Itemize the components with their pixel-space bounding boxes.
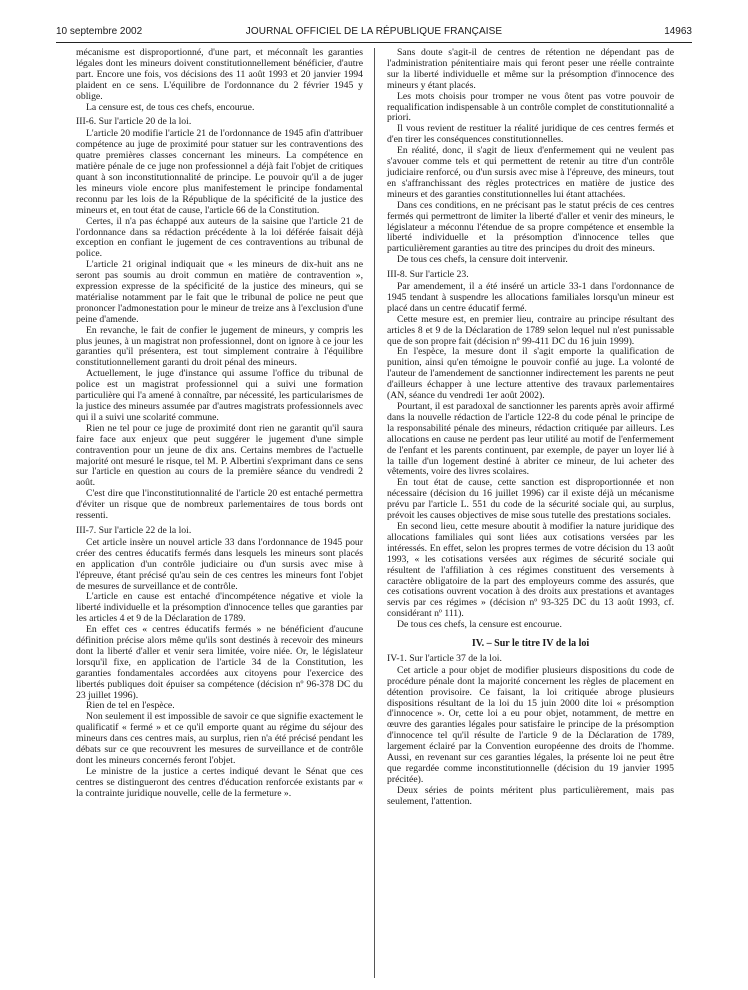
- paragraph: Deux séries de points méritent plus particulièrement, mais pas seulement, l'attention.: [387, 784, 674, 807]
- right-column: [387, 48, 674, 808]
- paragraph: En effet ces « centres éducatifs fermés » ne bénéficient d'aucune définition précise alors même qu'ils sont destinés à recevoir des mineurs dont la liberté d'aller et venir sera limitée, voire niée. Or, le législateur lorsqu'il fixe, en application de l'article 34 de la Constitution, les garanties fondamentales accordées aux citoyens pour l'exercice des libertés publiques doit épuiser sa compétence (décision nº 96-378 DC du 23 juillet 1996).: [76, 624, 363, 701]
- paragraph: Cet article a pour objet de modifier plusieurs dispositions du code de procédure pénale dont la majorité concernent les règles de placement en détention provisoire. Ce faisant, la loi critiquée abroge plusieurs dispositions résultant de la loi du 15 juin 2000 dite loi « présomption d'innocence ». Or, cette loi a eu pour objet, notamment, de mettre en œuvre des garanties légales pour satisfaire le principe de la présomption d'innocence tel qu'il résulte de l'article 9 de la Déclaration de 1789, largement éclairé par la Convention européenne des droits de l'homme. Aussi, en revenant sur ces garanties légales, la présente loi ne peut être que regardée comme inconstitutionnelle (décision du 19 janvier 1995 précitée).: [387, 664, 674, 785]
- paragraph: Certes, il n'a pas échappé aux auteurs de la saisine que l'article 21 de l'ordonnance dans sa rédaction précédente à la loi déférée faisait déjà exception en confiant le jugement de ces contraventions au tribunal de police.: [76, 215, 363, 260]
- paragraph: La censure est, de tous ces chefs, encourue.: [86, 101, 255, 113]
- page-number: 14963: [664, 26, 692, 37]
- paragraph: Les mots choisis pour tromper ne vous ôtent pas votre pouvoir de requalification indispensable à un contrôle complet de constitutionnalité a priori.: [387, 90, 674, 124]
- paragraph: En revanche, le fait de confier le jugement de mineurs, y compris les plus jeunes, à un magistrat non professionnel, dont on ignore à ce jour les garanties qu'il présentera, est tout simplement contraire à l'équilibre constitutionnellement garanti du droit pénal des mineurs.: [76, 324, 363, 369]
- paragraph: Sans doute s'agit-il de centres de rétention ne dépendant pas de l'administration pénitentiaire mais qui feront peser une réelle contrainte sur la liberté individuelle et même sur la présomption d'innocence des mineurs y étant placés.: [387, 47, 674, 91]
- paragraph: En tout état de cause, cette sanction est disproportionnée et non nécessaire (décision du 16 juillet 1996) car il existe déjà un mécanisme prévu par l'article L. 551 du code de la sécurité sociale qui, au surplus, prévoit les causes objectives de mise sous tutelle des prestations sociales.: [387, 477, 674, 522]
- paragraph: En réalité, donc, il s'agit de lieux d'enfermement qui ne veulent pas s'avouer comme tels et qui permettent de retenir au titre d'un contrôle judiciaire renforcé, ou d'un sursis avec mise à l'épreuve, des mineurs, tout en s'affranchissant des règles protectrices en matière de justice des mineurs et des garanties constitutionnelles lui étant attachées.: [387, 145, 674, 200]
- paragraph: De tous ces chefs, la censure doit intervenir.: [397, 254, 568, 266]
- journal-title: JOURNAL OFFICIEL DE LA RÉPUBLIQUE FRANÇAISE: [245, 26, 503, 37]
- section-heading: IV-1. Sur l'article 37 de la loi.: [387, 652, 502, 664]
- paragraph: L'article 20 modifie l'article 21 de l'ordonnance de 1945 afin d'attribuer compétence au juge de proximité pour statuer sur les contraventions des quatre premières classes concernant les mineurs. La compétence en matière pénale de ce juge non professionnel a déjà fait l'objet de critiques quant à son inconstitutionnalité de principe. Le pouvoir qu'il a de juger les mineurs viole encore plus manifestement le principe fondamental reconnu par les lois de la République de la spécificité de la justice des mineurs et, en tout état de cause, l'article 66 de la Constitution.: [76, 128, 363, 216]
- paragraph: Cet article insère un nouvel article 33 dans l'ordonnance de 1945 pour créer des centres éducatifs fermés dans lesquels les mineurs sont placés en application d'un contrôle judiciaire ou d'un sursis avec mise à l'épreuve, étant précisé qu'au sein de ces centres les mineurs font l'objet de mesures de surveillance et de contrôle.: [76, 536, 363, 592]
- section-heading: III-6. Sur l'article 20 de la loi.: [76, 116, 192, 128]
- paragraph: C'est dire que l'inconstitutionnalité de l'article 20 est entaché permettra d'éviter un risque que de nombreux parlementaires de tous bords ont ressenti.: [76, 488, 363, 522]
- paragraph: Rien ne tel pour ce juge de proximité dont rien ne garantit qu'il saura faire face aux enjeux que peut suggérer le jugement d'une simple contravention pour un jeune de dix ans. Certains membres de l'actuelle majorité ont mesuré le risque, tel M. P. Albertini s'exprimant dans ce sens sur l'article en question au cours de la première séance du vendredi 2 août.: [76, 422, 363, 489]
- paragraph: L'article 21 original indiquait que « les mineurs de dix-huit ans ne seront pas soumis au droit commun en matière de contravention », expression expresse de la spécificité de la justice des mineurs, qui se matérialise notamment par le fait que le tribunal de police ne peut que prononcer l'admonestation pour le mineur de treize ans à l'exclusion d'une peine d'amende.: [76, 259, 363, 325]
- body-columns: [76, 48, 674, 978]
- title-heading: IV. – Sur le titre IV de la loi: [471, 638, 590, 650]
- paragraph: Rien de tel en l'espèce.: [86, 700, 175, 712]
- paragraph: De tous ces chefs, la censure est encourue.: [397, 619, 562, 631]
- paragraph: Dans ces conditions, en ne précisant pas le statut précis de ces centres fermés qui permettront de limiter la liberté d'aller et venir des mineurs, le législateur a méconnu l'étendue de sa propre compétence et ensemble la liberté individuelle et la présomption d'innocence telles que particulièrement garanties au titre des principes du droit des mineurs.: [387, 199, 674, 255]
- paragraph: mécanisme est disproportionné, d'une part, et méconnaît les garanties légales dont les mineurs doivent constitutionnellement bénéficier, d'autre part. Encore une fois, vos décisions des 11 août 1993 et 20 janvier 1994 plaident en ce sens. L'équilibre de l'ordonnance du 2 février 1945 y oblige.: [76, 47, 363, 102]
- paragraph: L'article en cause est entaché d'incompétence négative et viole la liberté individuelle et la présomption d'innocence telles que garanties par les articles 4 et 9 de la Déclaration de 1789.: [76, 591, 363, 625]
- section-heading: III-8. Sur l'article 23.: [387, 269, 469, 281]
- issue-date: 10 septembre 2002: [56, 26, 143, 37]
- paragraph: Actuellement, le juge d'instance qui assume l'office du tribunal de police est un magistrat professionnel qui a suivi une formation particulière qui l'a amené à connaître, par nécessité, les particularismes de la justice des mineurs assumée par d'autres magistrats professionnels avec qui il a suivi une scolarité commune.: [76, 368, 363, 423]
- paragraph: Non seulement il est impossible de savoir ce que signifie exactement le qualificatif « fermé » et ce qu'il emporte quant au régime du séjour des mineurs dans ces centres mais, au surplus, rien n'a été précisé pendant les débats sur ce que recouvrent les mesures de surveillance et de contrôle dont les mineurs concernés feront l'objet.: [76, 711, 363, 766]
- page-header: [56, 26, 692, 40]
- paragraph: En l'espèce, la mesure dont il s'agit emporte la qualification de punition, ainsi qu'en témoigne le pouvoir confié au juge. La volonté de l'auteur de l'amendement de sanctionner indirectement les parents ne peut d'ailleurs échapper à une lecture attentive des travaux parlementaires (AN, séance du vendredi 1er août 2002).: [387, 346, 674, 402]
- paragraph: Pourtant, il est paradoxal de sanctionner les parents après avoir affirmé dans la nouvelle rédaction de l'article 122-8 du code pénal le principe de la responsabilité pénale des mineurs, rédaction critiquée par ailleurs. Les allocations en cause ne perdent pas leur utilité au motif de l'enfermement de l'enfant et les parents continuent, par exemple, de payer un loyer lié à la taille d'un logement destiné à abriter ce mineur, de lui acheter des vêtements, voire des livres scolaires.: [387, 401, 674, 478]
- paragraph: Par amendement, il a été inséré un article 33-1 dans l'ordonnance de 1945 tendant à suspendre les allocations familiales lorsqu'un mineur est placé dans un centre éducatif fermé.: [387, 281, 674, 314]
- paragraph: En second lieu, cette mesure aboutit à modifier la nature juridique des allocations familiales qui sont liées aux cotisations versées par les intéressés. En effet, selon les propres termes de votre décision du 13 août 1993, « les cotisations versées aux régimes de sécurité sociale qui résultent de l'affiliation à ces régimes constituent des versements à caractère obligatoire de la part des employeurs comme des assurés, que ces cotisations ouvrent vocation à des droits aux prestations et avantages servis par ces régimes » (décision nº 93-325 DC du 13 août 1993, cf. considérant nº 111).: [387, 520, 674, 620]
- left-column: [76, 48, 363, 800]
- paragraph: Il vous revient de restituer la réalité juridique de ces centres fermés et d'en tirer les conséquences constitutionnelles.: [387, 123, 674, 146]
- paragraph: Le ministre de la justice a certes indiqué devant le Sénat que ces centres se distingueront des centres d'éducation renforcée existants par « la contrainte juridique nouvelle, celle de la fermeture ».: [76, 765, 363, 799]
- paragraph: Cette mesure est, en premier lieu, contraire au principe résultant des articles 8 et 9 de la Déclaration de 1789 selon lequel nul n'est punissable que de son propre fait (décision nº 99-411 DC du 16 juin 1999).: [387, 313, 674, 347]
- section-heading: III-7. Sur l'article 22 de la loi.: [76, 524, 192, 536]
- header-rule: [56, 42, 692, 43]
- column-separator: [374, 48, 375, 978]
